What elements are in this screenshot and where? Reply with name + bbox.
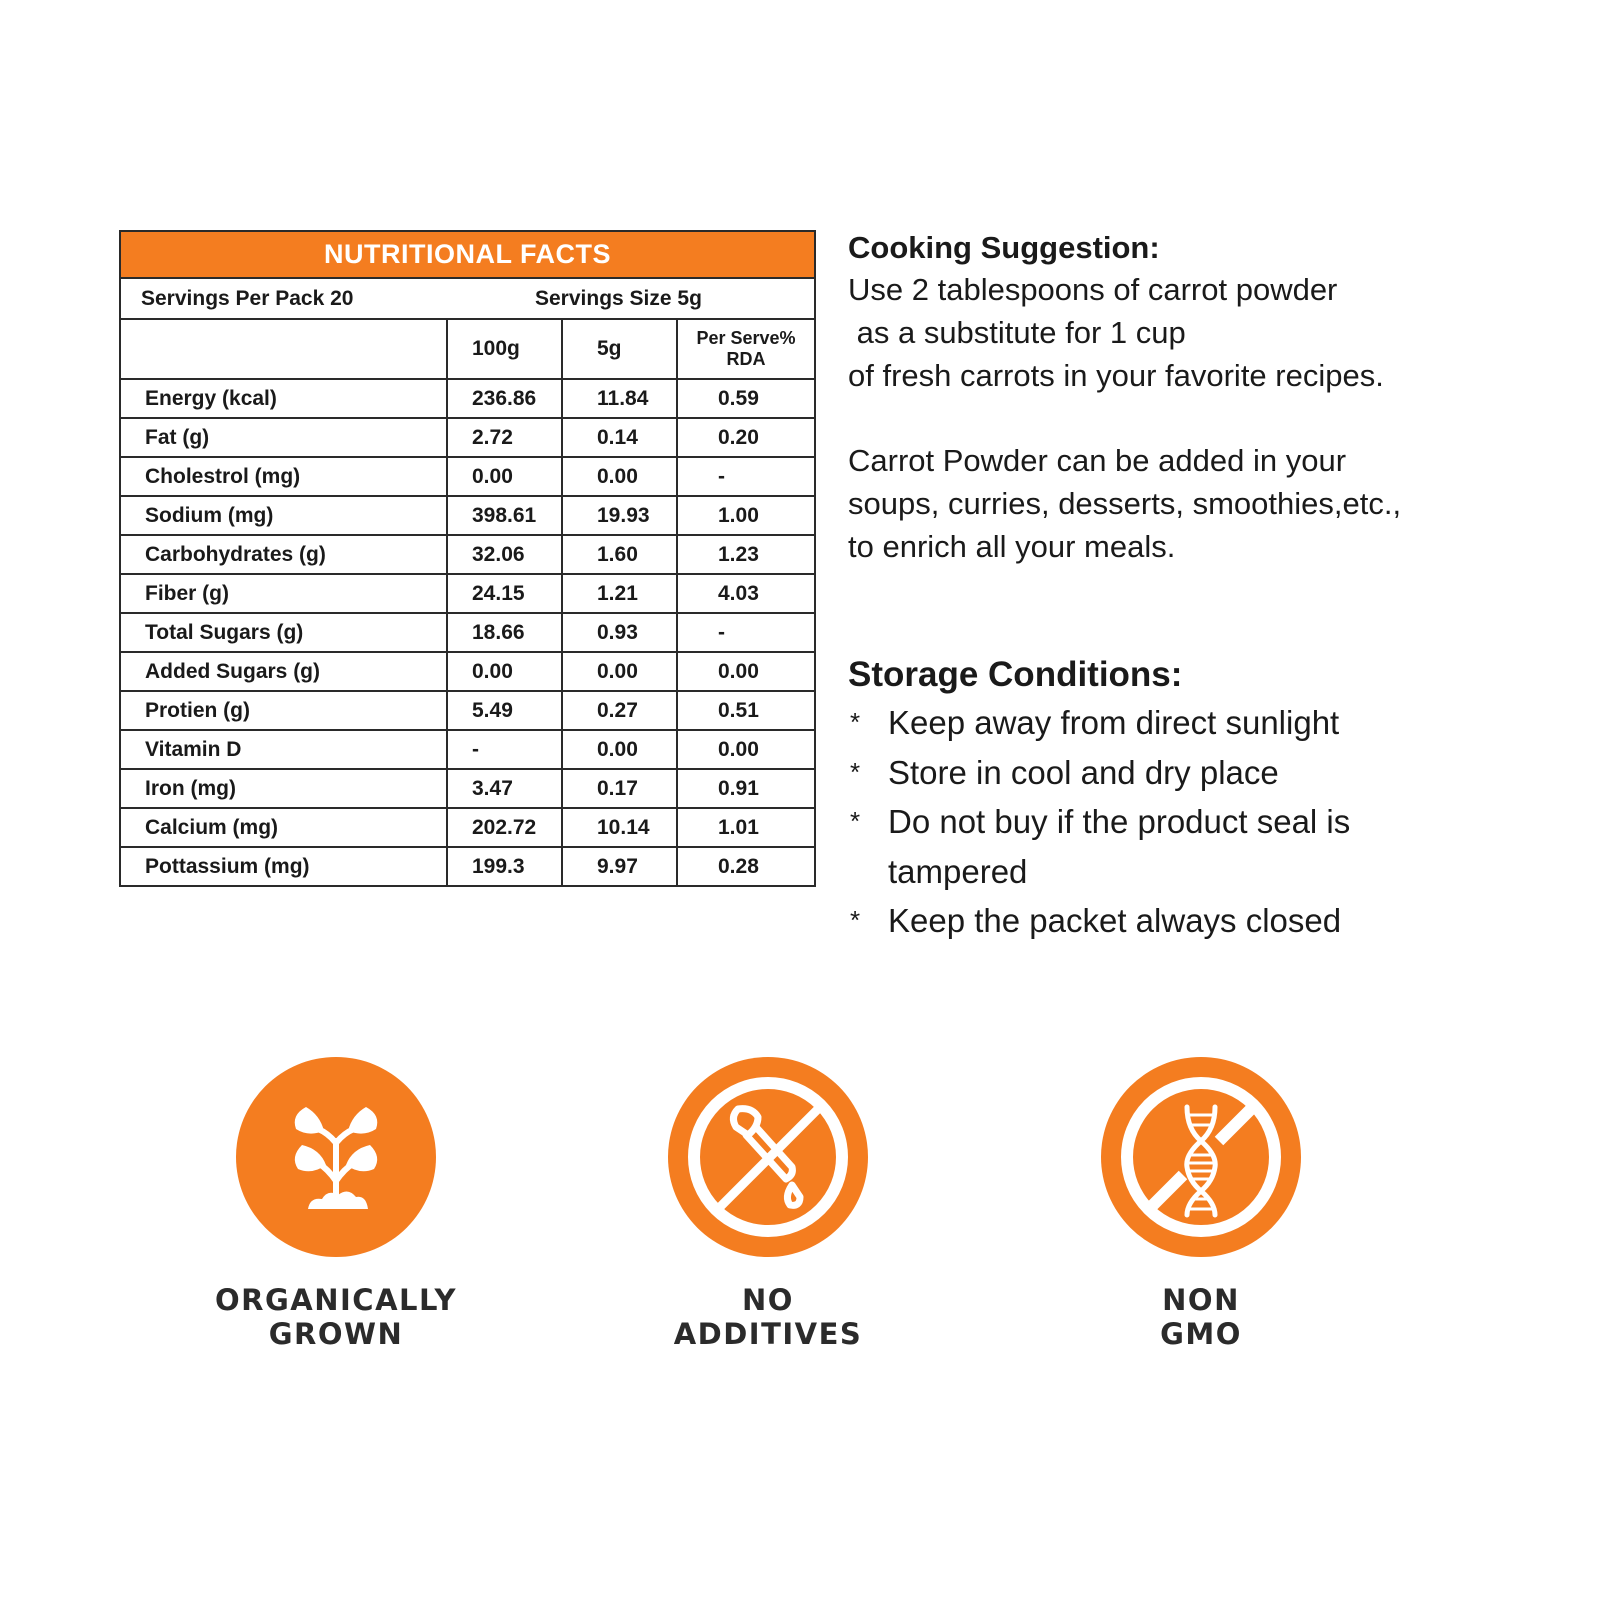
badge-non-gmo [1071, 1057, 1331, 1351]
column-header-100g: 100g [447, 320, 562, 379]
cooking-line: Carrot Powder can be added in your [848, 443, 1347, 478]
storage-item-text: Keep away from direct sunlight [888, 704, 1340, 741]
value-rda: - [677, 613, 814, 652]
cooking-line: as a substitute for 1 cup [848, 315, 1186, 350]
table-row [121, 535, 814, 574]
list-item [848, 698, 1488, 748]
table-row [121, 847, 814, 885]
table-row [121, 379, 814, 418]
rda-line2: RDA [726, 349, 766, 369]
nutrient-name: Pottassium (mg) [121, 847, 447, 885]
value-rda: 1.00 [677, 496, 814, 535]
value-5g: 0.00 [562, 730, 677, 769]
value-100g: 5.49 [447, 691, 562, 730]
table-row [121, 418, 814, 457]
value-5g: 0.14 [562, 418, 677, 457]
table-row [121, 730, 814, 769]
table-row [121, 496, 814, 535]
value-100g: 202.72 [447, 808, 562, 847]
storage-conditions-section [848, 652, 1488, 946]
value-100g: 18.66 [447, 613, 562, 652]
value-rda: 0.51 [677, 691, 814, 730]
nutrient-name: Energy (kcal) [121, 379, 447, 418]
column-header-nutrient [121, 320, 447, 379]
cooking-suggestion-section [848, 228, 1488, 568]
table-row [121, 808, 814, 847]
cooking-line: to enrich all your meals. [848, 529, 1176, 564]
badge-label [1071, 1283, 1331, 1351]
badge-label-line2: ADDITIVES [673, 1317, 863, 1351]
list-item [848, 896, 1488, 946]
value-rda: 0.00 [677, 730, 814, 769]
storage-item-text: Keep the packet always closed [888, 902, 1342, 939]
badge-label-line1: NON [1162, 1283, 1240, 1317]
value-5g: 1.60 [562, 535, 677, 574]
storage-heading: Storage Conditions: [848, 655, 1183, 694]
value-100g: 398.61 [447, 496, 562, 535]
table-row [121, 769, 814, 808]
sprout-icon [236, 1057, 436, 1257]
asterisk-bullet-icon: * [850, 707, 861, 737]
list-item [848, 797, 1408, 896]
badge-label [638, 1283, 898, 1351]
nutrient-name: Carbohydrates (g) [121, 535, 447, 574]
nutrient-name: Sodium (mg) [121, 496, 447, 535]
badge-label [206, 1283, 466, 1351]
asterisk-bullet-icon: * [850, 806, 861, 836]
nutrient-name: Fat (g) [121, 418, 447, 457]
value-rda: 4.03 [677, 574, 814, 613]
nutrient-name: Iron (mg) [121, 769, 447, 808]
cooking-heading: Cooking Suggestion: [848, 230, 1160, 265]
rda-line1: Per Serve% [696, 328, 796, 348]
nutrition-grid [121, 320, 814, 885]
badge-organically-grown [206, 1057, 466, 1351]
value-5g: 0.93 [562, 613, 677, 652]
storage-item-text: Store in cool and dry place [888, 753, 1279, 791]
value-rda: 0.59 [677, 379, 814, 418]
cooking-line: soups, curries, desserts, smoothies,etc., [848, 486, 1402, 521]
nutrient-name: Total Sugars (g) [121, 613, 447, 652]
value-5g: 0.27 [562, 691, 677, 730]
value-100g: 0.00 [447, 457, 562, 496]
list-item [848, 748, 1488, 798]
table-row [121, 613, 814, 652]
table-row [121, 574, 814, 613]
badge-no-additives [638, 1057, 898, 1351]
table-row [121, 457, 814, 496]
storage-item-text: Do not buy if the product seal is tampered [888, 803, 1351, 890]
value-5g: 0.00 [562, 652, 677, 691]
value-rda: 1.23 [677, 535, 814, 574]
value-rda: 1.01 [677, 808, 814, 847]
column-header-rda [677, 320, 814, 379]
asterisk-bullet-icon: * [850, 905, 861, 935]
servings-row [121, 279, 814, 320]
nutrient-name: Vitamin D [121, 730, 447, 769]
no-dna-icon [1101, 1057, 1301, 1257]
value-5g: 11.84 [562, 379, 677, 418]
badge-label-line2: GROWN [268, 1317, 404, 1351]
badge-label-line1: ORGANICALLY [215, 1283, 457, 1317]
nutrient-name: Protien (g) [121, 691, 447, 730]
value-100g: 32.06 [447, 535, 562, 574]
badge-label-line2: GMO [1160, 1317, 1242, 1351]
value-rda: 0.91 [677, 769, 814, 808]
value-5g: 0.17 [562, 769, 677, 808]
cooking-line: of fresh carrots in your favorite recipes. [848, 358, 1384, 393]
badge-label-line1: NO [742, 1283, 794, 1317]
nutrient-name: Fiber (g) [121, 574, 447, 613]
value-100g: - [447, 730, 562, 769]
column-header-5g: 5g [562, 320, 677, 379]
value-rda: 0.28 [677, 847, 814, 885]
value-5g: 19.93 [562, 496, 677, 535]
value-100g: 236.86 [447, 379, 562, 418]
value-100g: 24.15 [447, 574, 562, 613]
nutrient-name: Added Sugars (g) [121, 652, 447, 691]
storage-list [848, 698, 1488, 946]
value-5g: 9.97 [562, 847, 677, 885]
table-row [121, 691, 814, 730]
asterisk-bullet-icon: * [850, 756, 861, 787]
nutrient-name: Cholestrol (mg) [121, 457, 447, 496]
no-dropper-icon [668, 1057, 868, 1257]
value-100g: 199.3 [447, 847, 562, 885]
nutrition-facts-table [119, 230, 816, 887]
value-100g: 0.00 [447, 652, 562, 691]
value-5g: 0.00 [562, 457, 677, 496]
value-rda: 0.00 [677, 652, 814, 691]
table-row [121, 652, 814, 691]
value-100g: 2.72 [447, 418, 562, 457]
value-rda: - [677, 457, 814, 496]
cooking-line: Use 2 tablespoons of carrot powder [848, 272, 1338, 307]
value-100g: 3.47 [447, 769, 562, 808]
nutrient-name: Calcium (mg) [121, 808, 447, 847]
serving-size: Servings Size 5g [535, 286, 702, 310]
column-header-row [121, 320, 814, 379]
value-5g: 1.21 [562, 574, 677, 613]
nutrition-title: NUTRITIONAL FACTS [121, 232, 814, 279]
value-5g: 10.14 [562, 808, 677, 847]
value-rda: 0.20 [677, 418, 814, 457]
servings-per-pack: Servings Per Pack 20 [141, 286, 354, 310]
